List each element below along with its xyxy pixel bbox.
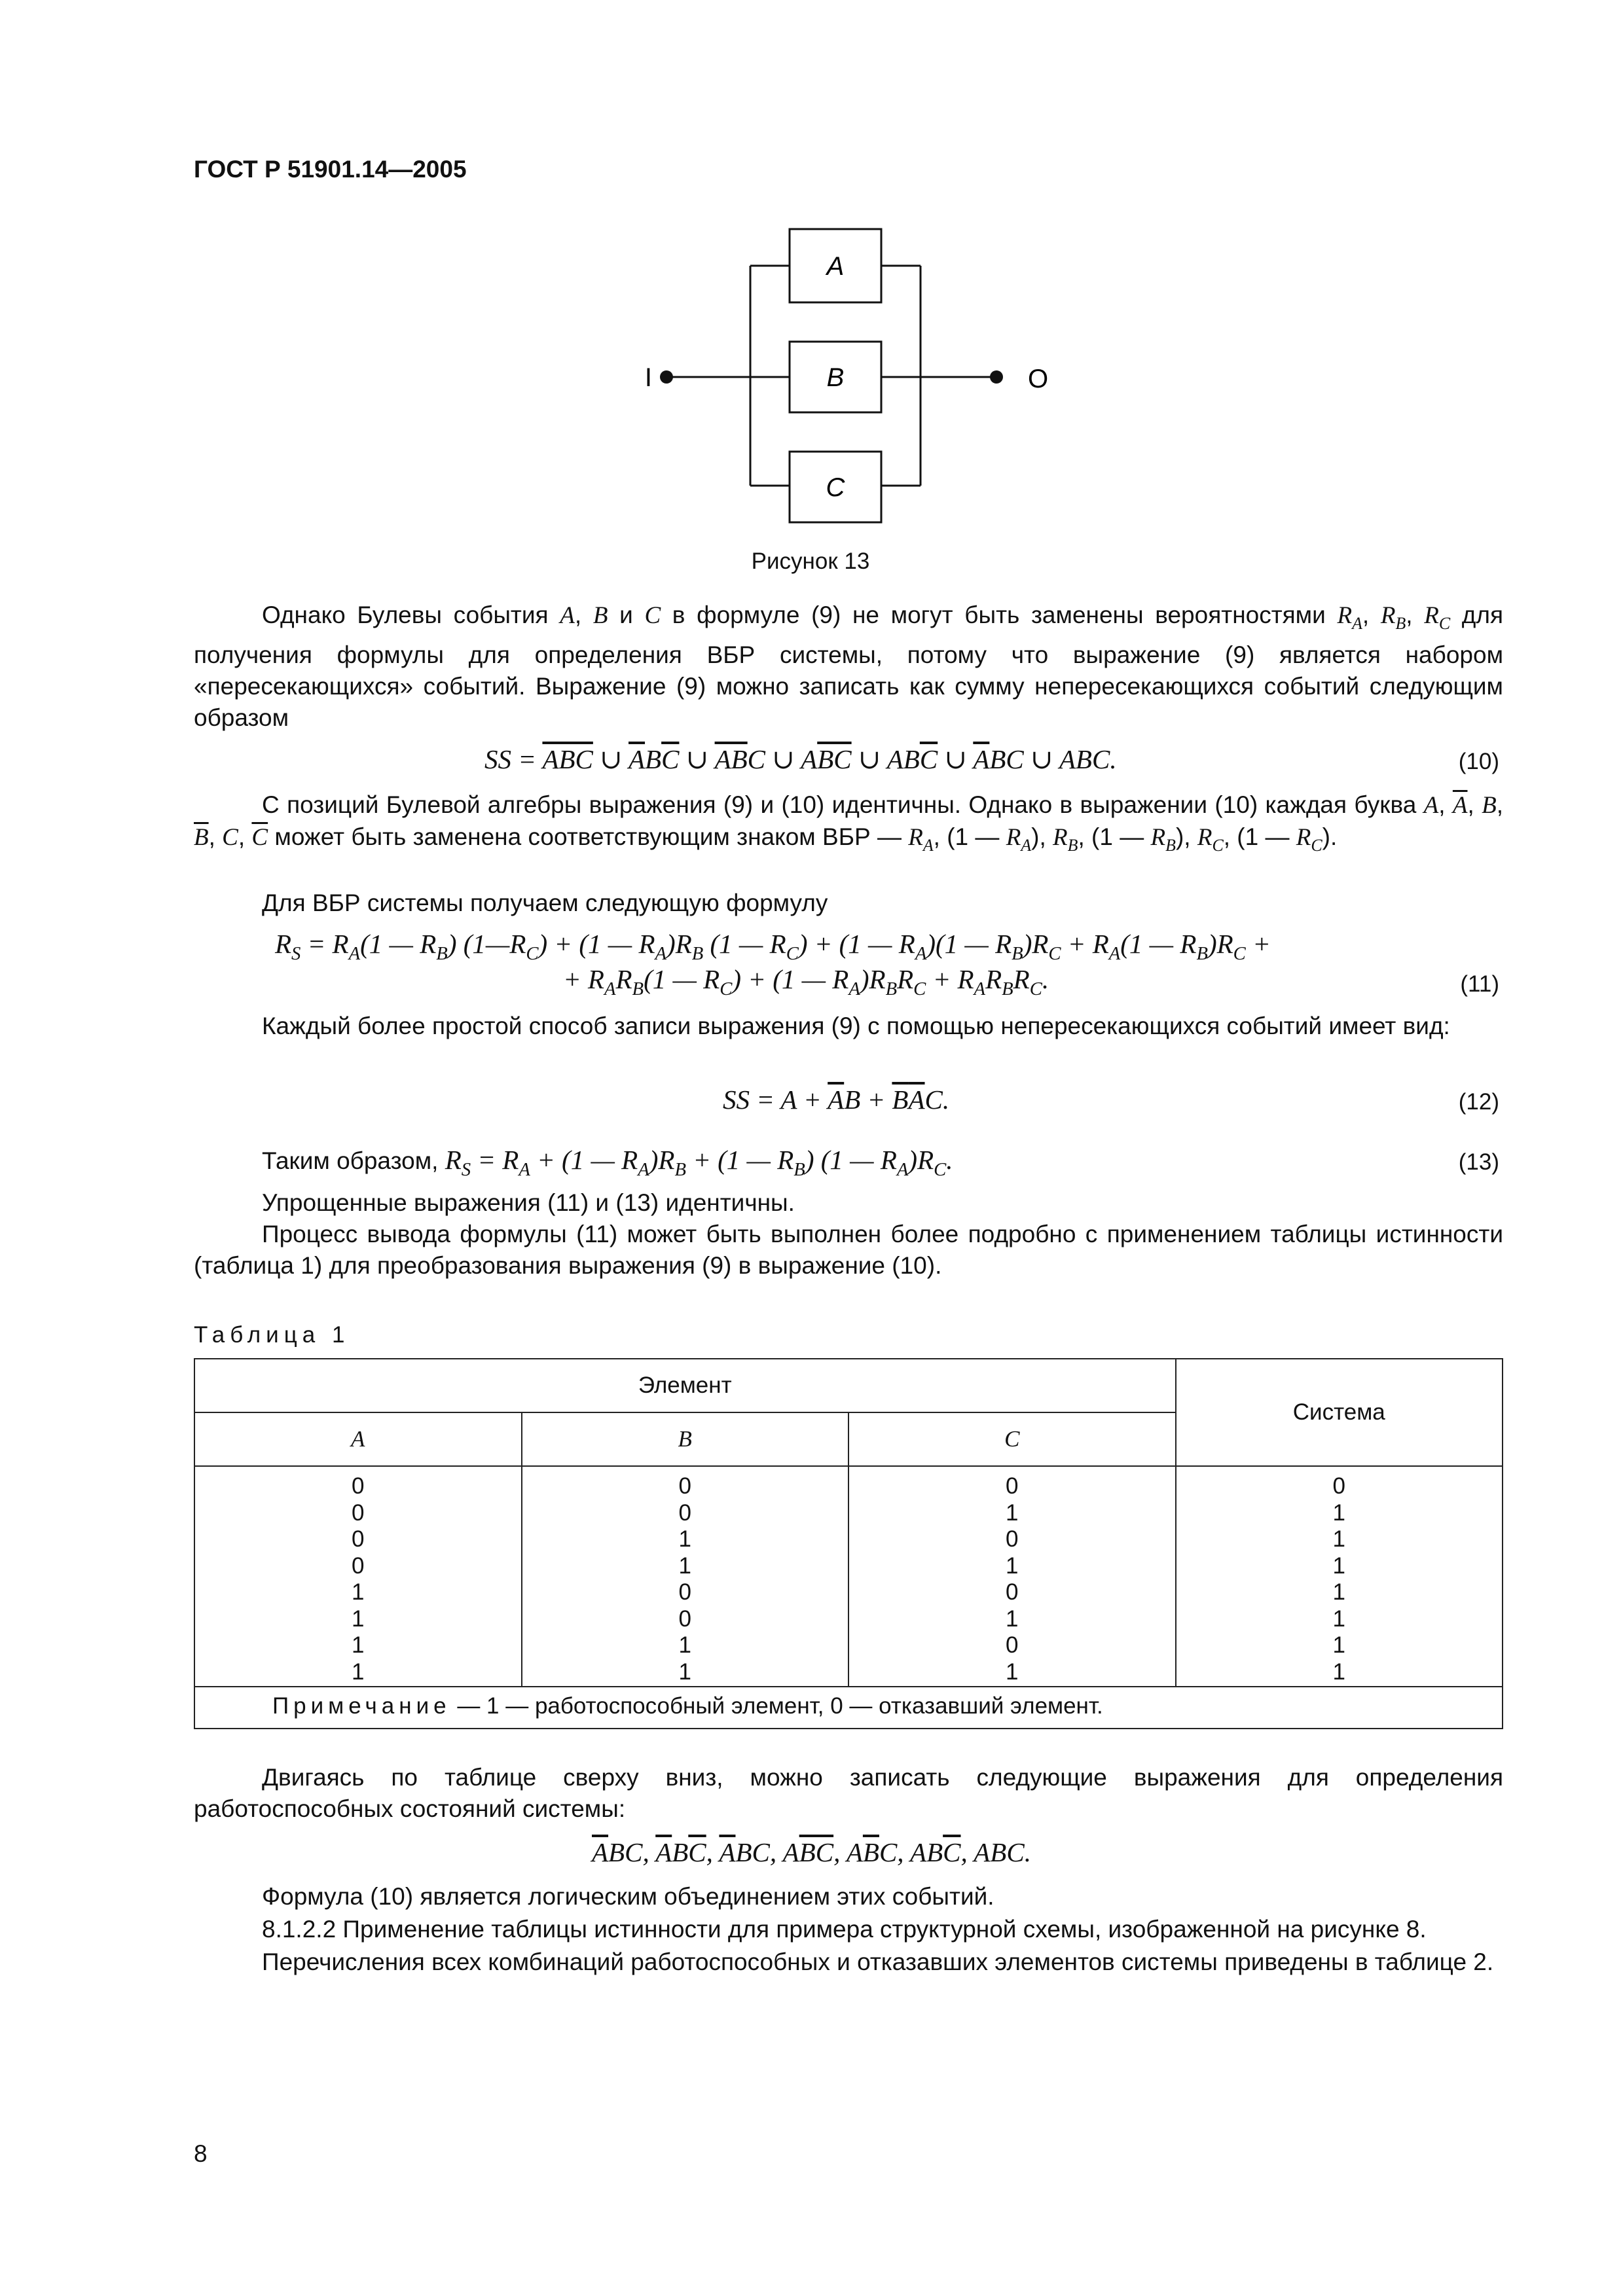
equation-10: SS = $\overline{ABC}$ ∪ $\overline{A}B\overline{C}$ ∪ $\overline{AB}C$ ∪ $A\overline{BC}$ ∪ $AB\overline{C}$ ∪ $\overline{A}BC$ ∪ ABC.: [484, 744, 1117, 774]
figure-caption: Рисунок 13: [751, 548, 870, 574]
column-b-values: 0 0 1 1 0 0 1 1: [522, 1466, 849, 1687]
block-b-label: B: [826, 363, 845, 392]
equation-11-line-2: + $R_AR_B(1$ — $R_C) + (1$ — $R_A)R_BR_C + R_AR_BR_C$.: [563, 964, 1049, 1000]
working-states-expression: $\overline{A}BC$, $\overline{A}B\overline{C}$, $\overline{A}BC$, $A\overline{BC}$, $A\overline{B}C$, $AB\overline{C}$, ABC.: [592, 1837, 1031, 1867]
equation-number-13: (13): [1458, 1149, 1499, 1175]
column-header-c: C: [848, 1412, 1176, 1466]
system-values: 0 1 1 1 1 1 1 1: [1176, 1466, 1503, 1687]
paragraph-simpler-form: Каждый более простой способ записи выражения (9) с помощью непересекающихся событий имеет вид:: [262, 1013, 1450, 1039]
paragraph-working-states: Двигаясь по таблице сверху вниз, можно записать следующие выражения для определения работоспособных состояний системы:: [194, 1764, 1503, 1822]
equation-number-11: (11): [1460, 971, 1499, 997]
block-c-label: C: [826, 473, 845, 502]
equation-11-line-1: $R_S = R_A(1$ — $R_B$) $(1—R_C) + (1$ — $R_A)R_B$ (1 — $R_C) + (1$ — $R_A)(1$ — $R_B)R_C + R_A(1$ — $R_B)R_C$ +: [275, 929, 1271, 965]
column-header-b: B: [522, 1412, 849, 1466]
table-title: Таблица 1: [194, 1322, 350, 1348]
output-label: O: [1028, 365, 1049, 393]
equation-number-12: (12): [1458, 1089, 1499, 1115]
input-node: [660, 370, 673, 384]
equation-12: SS = $A + \overline{A}B + \overline{B}\overline{A}C$.: [723, 1085, 950, 1115]
paragraph-table-2-intro: Перечисления всех комбинаций работоспособных и отказавших элементов системы приведены в таблице 2.: [262, 1948, 1494, 1975]
paragraph-vbr-formula-intro: Для ВБР системы получаем следующую формулу: [262, 889, 828, 916]
equation-13: Таким образом, $R_S = R_A + (1$ — $R_A)R_B + (1$ — $R_B$) (1 — $R_A)R_C$.: [262, 1145, 953, 1181]
paragraph-section-8-1-2-2: 8.1.2.2 Применение таблицы истинности для примера структурной схемы, изображенной на рисунке 8.: [262, 1916, 1427, 1943]
equation-number-10: (10): [1458, 749, 1499, 774]
table-note: Примечание — 1 — работоспособный элемент, 0 — отказавший элемент.: [194, 1687, 1503, 1729]
output-node: [990, 370, 1003, 384]
page-number: 8: [194, 2140, 208, 2167]
paragraph-truth-table-intro: Процесс вывода формулы (11) может быть выполнен более подробно с применением таблицы истинности (таблица 1) для преобразования выражения (9) в выражение (10).: [194, 1221, 1503, 1279]
paragraph-logical-union: Формула (10) является логическим объединением этих событий.: [262, 1883, 994, 1910]
column-header-a: A: [194, 1412, 522, 1466]
block-a-label: A: [826, 252, 845, 281]
parallel-block-diagram: [629, 209, 1100, 537]
paragraph-identical: Упрощенные выражения (11) и (13) идентичны.: [262, 1189, 795, 1216]
column-c-values: 0 1 0 1 0 1 0 1: [848, 1466, 1176, 1687]
element-group-header: Элемент: [194, 1359, 1176, 1412]
system-header: Система: [1176, 1359, 1503, 1466]
document-header: ГОСТ Р 51901.14—2005: [194, 156, 467, 183]
paragraph-boolean-algebra: С позиций Булевой алгебры выражения (9) и (10) идентичны. Однако в выражении (10) каждая буква A, $\overline{A}$, B, $\overline{B}$, C, $\overline{C}$ может быть заменена соответствующим знаком ВБР — $R_A$, (1 — $R_A$), $R_B$, (1 — $R_B$), $R_C$, (1 — $R_C$).: [194, 791, 1504, 855]
input-label: I: [644, 363, 652, 392]
paragraph-boolean-events: Однако Булевы события A, B и C в формуле (9) не могут быть заменены вероятностями $R_A$, $R_B$, $R_C$ для получения формулы для определения ВБР системы, потому что выражение (9) является набором «пересекающихся» событий. Выражение (9) можно записать как сумму непересекающихся событий следующим образом: [194, 601, 1504, 732]
column-a-values: 0 0 0 0 1 1 1 1: [194, 1466, 522, 1687]
truth-table: [194, 1358, 1503, 1729]
